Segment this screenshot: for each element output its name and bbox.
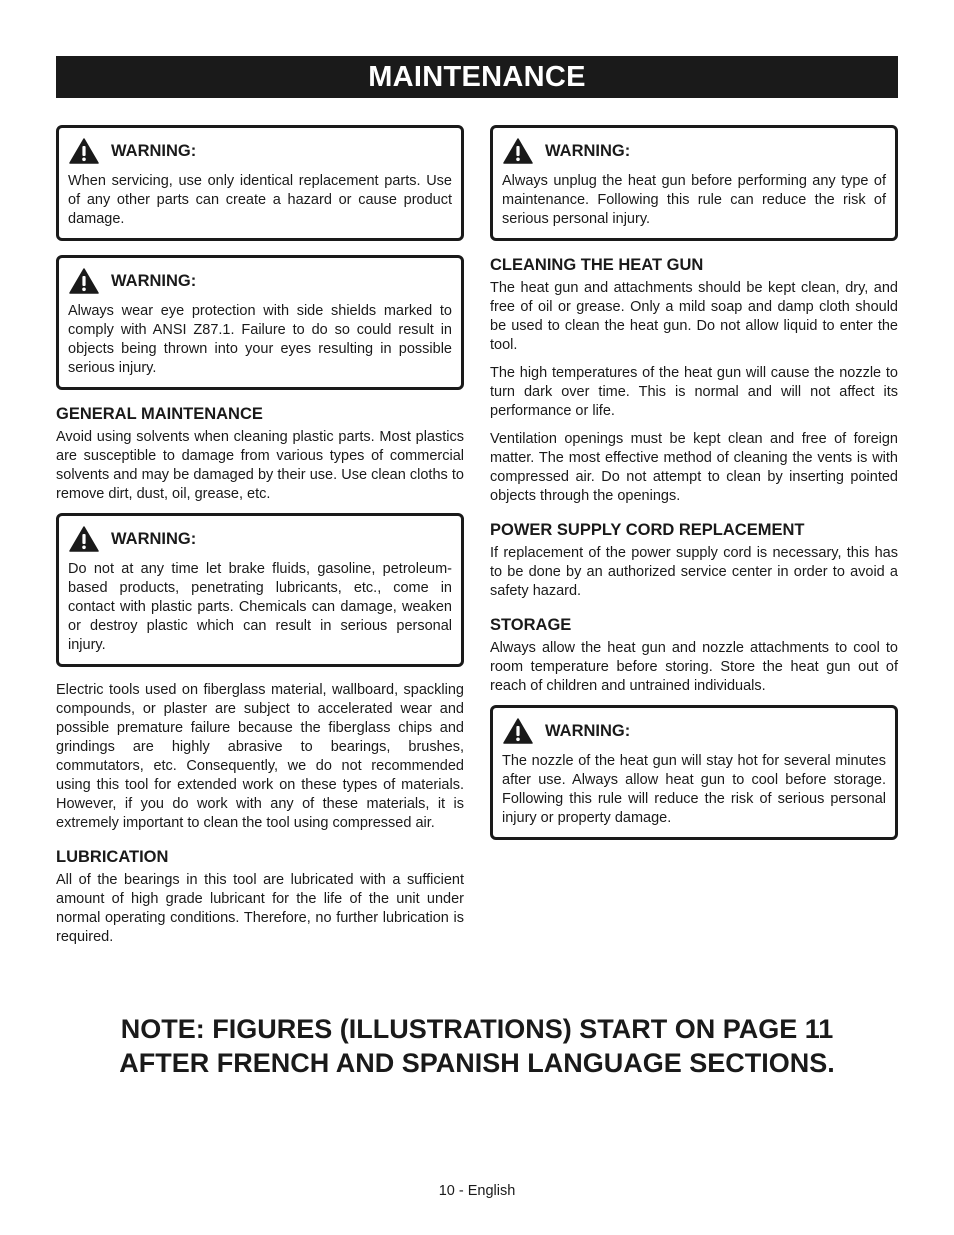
warning-triangle-icon bbox=[503, 718, 533, 744]
storage-text: Always allow the heat gun and nozzle attachments to cool to room temperature before storing. Store the heat gun out of reach of children and untrained individuals. bbox=[490, 640, 898, 694]
section-heading-lubrication: LUBRICATION bbox=[56, 848, 169, 866]
warning-text: Do not at any time let brake fluids, gasoline, petroleum-based products, penetrating lubricants, etc., come in contact with plastic parts. Chemicals can damage, weaken or destroy plastic which can result in serious personal injury. bbox=[68, 561, 452, 653]
warning-header bbox=[68, 526, 452, 552]
warning-text: When servicing, use only identical replacement parts. Use of any other parts can create a hazard or cause product damage. bbox=[68, 173, 452, 227]
warning-header bbox=[68, 138, 452, 164]
warning-box-unplug bbox=[490, 125, 898, 241]
warning-triangle-icon bbox=[503, 138, 533, 164]
warning-title: WARNING: bbox=[545, 721, 631, 740]
warning-triangle-icon bbox=[69, 138, 99, 164]
cleaning-text-3: Ventilation openings must be kept clean and free of foreign matter. The most effective method of cleaning the vents is with compressed air. Do not attempt to clean by inserting pointed objects through the openings. bbox=[490, 431, 898, 504]
warning-box-replacement-parts bbox=[56, 125, 464, 241]
warning-text: Always unplug the heat gun before performing any type of maintenance. Following this rule can reduce the risk of serious personal injury. bbox=[502, 173, 886, 227]
figures-note-line-1: NOTE: FIGURES (ILLUSTRATIONS) START ON PAGE 11 bbox=[120, 1014, 834, 1044]
warning-title: WARNING: bbox=[545, 141, 631, 160]
page-title-banner bbox=[56, 56, 898, 98]
warning-box-hot-nozzle bbox=[490, 705, 898, 840]
cleaning-text-2: The high temperatures of the heat gun will cause the nozzle to turn dark over time. This is normal and will not affect its performance or life. bbox=[490, 365, 898, 419]
warning-box-chemicals bbox=[56, 513, 464, 667]
warning-title: WARNING: bbox=[111, 271, 197, 290]
general-maintenance-text: Avoid using solvents when cleaning plastic parts. Most plastics are susceptible to damage from various types of commercial solvents and may be damaged by their use. Use clean cloths to remove dirt, dust, oil, grease, etc. bbox=[56, 429, 464, 502]
cord-replacement-text: If replacement of the power supply cord is necessary, this has to be done by an authorized service center in order to avoid a safety hazard. bbox=[490, 545, 898, 599]
lubrication-text: All of the bearings in this tool are lubricated with a sufficient amount of high grade lubricant for the life of the unit under normal operating conditions. Therefore, no further lubrication is required. bbox=[56, 872, 464, 945]
figures-note bbox=[56, 1012, 898, 1080]
section-heading-cleaning: CLEANING THE HEAT GUN bbox=[490, 256, 704, 274]
page-footer: 10 - English bbox=[438, 1183, 516, 1199]
right-column bbox=[490, 125, 898, 854]
warning-header bbox=[502, 138, 886, 164]
section-heading-storage: STORAGE bbox=[490, 616, 572, 634]
warning-header bbox=[502, 718, 886, 744]
warning-text: Always wear eye protection with side shields marked to comply with ANSI Z87.1. Failure to do so could result in objects being thrown into your eyes resulting in possible serious injury. bbox=[68, 303, 452, 376]
warning-triangle-icon bbox=[69, 268, 99, 294]
cleaning-text-1: The heat gun and attachments should be kept clean, dry, and free of oil or grease. Only a mild soap and damp cloth should be used to clean the heat gun. Do not allow liquid to enter the tool. bbox=[490, 280, 898, 353]
electric-tools-text: Electric tools used on fiberglass material, wallboard, spackling compounds, or plaster are subject to accelerated wear and possible premature failure because the fiberglass chips and grindings are highly abrasive to bearings, brushes, commutators, etc. Consequently, we do not recommended using this tool for extended work on these types of materials. However, if you do work with any of these materials, it is extremely important to clean the tool using compressed air. bbox=[56, 682, 464, 831]
page-title: MAINTENANCE bbox=[368, 60, 586, 93]
warning-header bbox=[68, 268, 452, 294]
figures-note-line-2: AFTER FRENCH AND SPANISH LANGUAGE SECTIONS. bbox=[119, 1048, 835, 1078]
left-column bbox=[56, 125, 464, 956]
warning-box-eye-protection bbox=[56, 255, 464, 390]
section-heading-general-maintenance: GENERAL MAINTENANCE bbox=[56, 405, 263, 423]
warning-title: WARNING: bbox=[111, 529, 197, 548]
warning-text: The nozzle of the heat gun will stay hot for several minutes after use. Always allow heat gun to cool before storage. Following this rule will reduce the risk of serious personal injury or property damage. bbox=[502, 753, 886, 826]
warning-title: WARNING: bbox=[111, 141, 197, 160]
section-heading-cord-replacement: POWER SUPPLY CORD REPLACEMENT bbox=[490, 521, 805, 539]
warning-triangle-icon bbox=[69, 526, 99, 552]
